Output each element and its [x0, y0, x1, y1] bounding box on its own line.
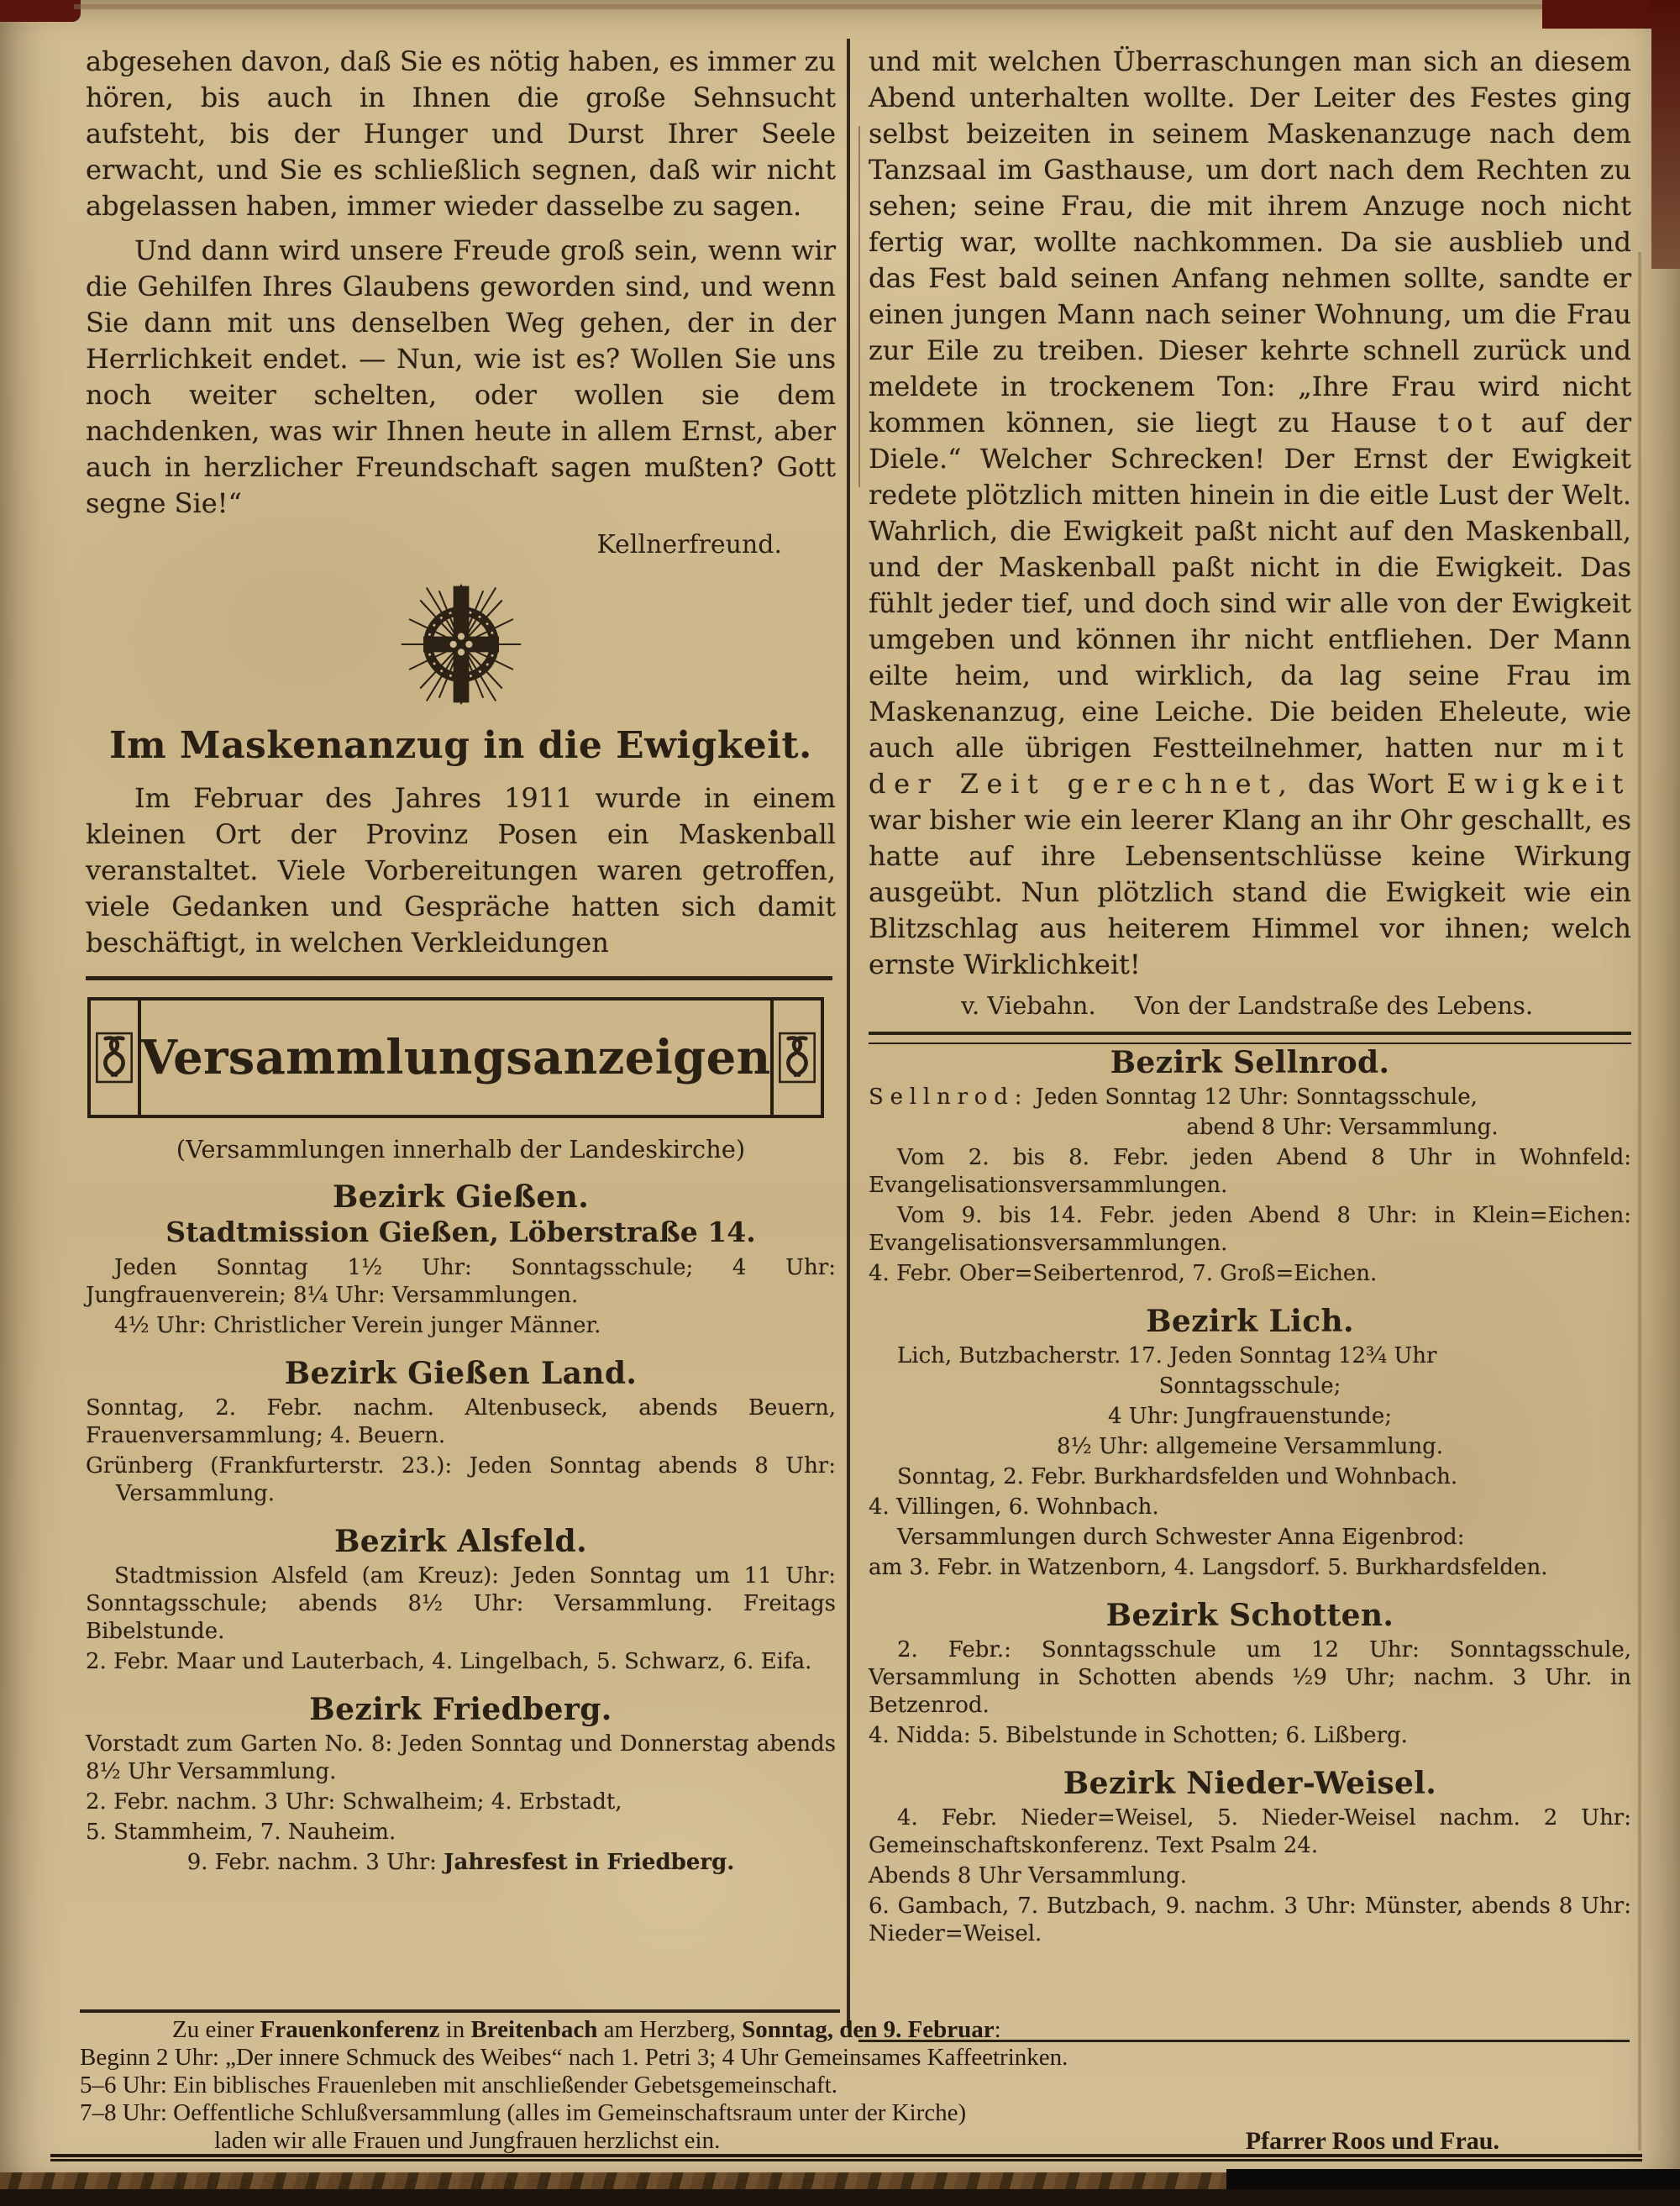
- footer-bold: Breitenbach: [470, 2016, 598, 2043]
- story-emphasis: mit der Zeit gerechnet,: [869, 732, 1631, 800]
- footer-bold: Frauenkonferenz: [260, 2016, 440, 2043]
- column-divider-rule: [847, 39, 850, 2028]
- announcement-line: abend 8 Uhr: Versammlung.: [1186, 1115, 1499, 1140]
- footer-bold: Sonntag, den 9. Februar: [742, 2016, 995, 2043]
- announcement-line: 2. Febr.: Sonntagsschule um 12 Uhr: Sonntagsschule, Versammlung in Schotten abends ½9 Uhr; nachm. 3 Uhr. in Betzenrod.: [869, 1637, 1631, 1718]
- attribution-source: Von der Landstraße des Lebens.: [1134, 991, 1534, 1020]
- footer-text: :: [994, 2016, 1001, 2043]
- attribution: [869, 991, 1631, 1020]
- footer-line: Beginn 2 Uhr: „Der innere Schmuck des Weibes“ nach 1. Petri 3; 4 Uhr Gemeinsames Kaffeetrinken.: [80, 2044, 1068, 2071]
- section-rule-left: [86, 976, 832, 980]
- announcement-line: Lich, Butzbacherstr. 17. Jeden Sonntag 12¾ Uhr: [897, 1343, 1437, 1368]
- paper-fold-line: [1638, 252, 1641, 2151]
- announcement-line: 8½ Uhr: allgemeine Versammlung.: [1056, 1434, 1444, 1459]
- line-text: Jeden Sonntag 12 Uhr: Sonntagsschule,: [1028, 1085, 1478, 1110]
- announcements-subtitle: (Versammlungen innerhalb der Landeskirche): [176, 1135, 746, 1163]
- place-name: Sellnrod:: [869, 1085, 1029, 1110]
- bottom-double-rule: [50, 2154, 1642, 2161]
- announcement-line: Grünberg (Frankfurterstr. 23.): Jeden Sonntag abends 8 Uhr: Versammlung.: [86, 1453, 836, 1506]
- announcement-line: 4. Villingen, 6. Wohnbach.: [869, 1494, 1159, 1520]
- right-column: [869, 44, 1631, 1951]
- article-title: Im Maskenanzug in die Ewigkeit.: [109, 724, 812, 767]
- left-column: [86, 44, 836, 1879]
- announcement-line: Sonntagsschule;: [1158, 1373, 1341, 1399]
- story-text: das Wort: [1294, 768, 1447, 800]
- announcement-line: 2. Febr. Maar und Lauterbach, 4. Lingelbach, 5. Schwarz, 6. Eifa.: [86, 1649, 812, 1674]
- footer-text: laden wir alle Frauen und Jungfrauen herzlichst ein.: [214, 2127, 721, 2154]
- column-divider-rule-2: [858, 126, 860, 487]
- announcement-line: Vom 2. bis 8. Febr. jeden Abend 8 Uhr in Wohnfeld: Evangelisationsversammlungen.: [869, 1145, 1631, 1198]
- announcement-line: Vorstadt zum Garten No. 8: Jeden Sonntag und Donnerstag abends 8½ Uhr Versammlung.: [86, 1731, 836, 1784]
- ornament-cell-right: [770, 1001, 821, 1115]
- photo-edge-right: [1651, 0, 1680, 269]
- paragraph: Und dann wird unsere Freude groß sein, wenn wir die Gehilfen Ihres Glaubens geworden sind, und wenn Sie dann mit uns denselben Weg gehen, der in der Herrlichkeit endet. — Nun, wie ist es? Wollen Sie uns noch weiter schelten, oder wollen sie dem nachdenken, was wir Ihnen heute in allem Ernst, aber auch in herzlicher Freundschaft sagen mußten? Gott segne Sie!“: [86, 234, 836, 519]
- section-heading-giessen-land: Bezirk Gießen Land.: [284, 1356, 638, 1391]
- story-paragraph: [869, 44, 1631, 983]
- announcement-line: 5. Stammheim, 7. Nauheim.: [86, 1820, 396, 1845]
- ornament-left-icon: [95, 1032, 134, 1084]
- announcements-header-box: [87, 997, 824, 1118]
- footer-text: am Herzberg,: [597, 2016, 743, 2043]
- announcement-line: Vom 9. bis 14. Febr. jeden Abend 8 Uhr: in Klein=Eichen: Evangelisationsversammlungen.: [869, 1203, 1631, 1256]
- footer-signature: Pfarrer Roos und Frau.: [1245, 2127, 1499, 2155]
- section-heading-alsfeld: Bezirk Alsfeld.: [334, 1524, 587, 1559]
- story-text: war bisher wie ein leerer Klang an ihr Ohr geschallt, es hatte auf ihre Lebensentschlüsse keine Wirkung ausgeübt. Nun plötzlich stand die Ewigkeit wie ein Blitzschlag aus heiterem Himmel vor ihnen; welch ernste Wirklichkeit!: [869, 804, 1631, 980]
- line-text: 9. Febr. nachm. 3 Uhr:: [186, 1850, 444, 1875]
- announcement-line: Sonntag, 2. Febr. Burkhardsfelden und Wohnbach.: [897, 1464, 1458, 1489]
- footer-line: [80, 2016, 1642, 2044]
- paragraph: abgesehen davon, daß Sie es nötig haben, es immer zu hören, bis auch in Ihnen die große Sehnsucht aufsteht, bis der Hunger und Durst Ihrer Seele erwacht, und Sie es schließlich segnen, daß wir nicht abgelassen haben, immer wieder dasselbe zu sagen.: [86, 45, 836, 222]
- footer-text: Zu einer: [172, 2016, 260, 2043]
- section-heading-giessen: Bezirk Gießen.: [332, 1179, 590, 1215]
- story-text: auf der Diele.“ Welcher Schrecken! Der Ernst der Ewigkeit redete plötzlich mitten hinein in die eitle Lust der Welt. Wahrlich, die Ewigkeit paßt nicht auf den Maskenball, und der Maskenball paßt nicht in die Ewigkeit. Das fühlt jeder tief, und doch sind wir alle von der Ewigkeit umgeben und können ihr nicht entfliehen. Der Mann eilte heim, und wirklich, da lag seine Frau im Maskenanzug, eine Leiche. Die beiden Eheleute, wie auch alle übrigen Festteilnehmer, hatten nur: [869, 407, 1632, 764]
- announcement-line: [869, 1084, 1631, 1111]
- footer-text: in: [439, 2016, 471, 2043]
- announcement-line: 2. Febr. nachm. 3 Uhr: Schwalheim; 4. Erbstadt,: [86, 1789, 622, 1815]
- attribution-author: v. Viebahn.: [961, 991, 1096, 1020]
- article-signature: Kellnerfreund.: [596, 530, 782, 559]
- jahresfest-bold-text: Jahresfest in Friedberg.: [444, 1850, 735, 1875]
- announcement-line: am 3. Febr. in Watzenborn, 4. Langsdorf. 5. Burkhardsfelden.: [869, 1555, 1548, 1580]
- announcement-line: 4. Nidda: 5. Bibelstunde in Schotten; 6. Lißberg.: [869, 1723, 1408, 1748]
- photo-edge-bottom: [0, 2189, 1680, 2206]
- frauenkonferenz-notice: [80, 2016, 1642, 2155]
- section-heading-schotten: Bezirk Schotten.: [1105, 1598, 1394, 1633]
- announcement-line: 4½ Uhr: Christlicher Verein junger Männer.: [114, 1313, 601, 1338]
- section-heading-nieder-weisel: Bezirk Nieder-Weisel.: [1063, 1766, 1437, 1801]
- stadtmission-giessen-subheading: Stadtmission Gießen, Löberstraße 14.: [165, 1216, 756, 1248]
- footer-line: 5–6 Uhr: Ein biblisches Frauenleben mit anschließender Gebetsgemeinschaft.: [80, 2072, 837, 2098]
- footer-rule-left: [80, 2009, 840, 2013]
- ornament-right-icon: [778, 1032, 816, 1084]
- announcement-line: [86, 1849, 836, 1877]
- announcement-line: Versammlungen durch Schwester Anna Eigenbrod:: [897, 1525, 1465, 1550]
- announcement-line: Sonntag, 2. Febr. nachm. Altenbuseck, abends Beuern, Frauenversammlung; 4. Beuern.: [86, 1395, 836, 1448]
- announcement-line: Abends 8 Uhr Versammlung.: [869, 1863, 1188, 1888]
- section-heading-friedberg: Bezirk Friedberg.: [309, 1692, 612, 1727]
- section-heading-sellnrod: Bezirk Sellnrod.: [1110, 1045, 1390, 1080]
- section-heading-lich: Bezirk Lich.: [1146, 1304, 1354, 1339]
- footer-line: [80, 2127, 1642, 2155]
- story-text: und mit welchen Überraschungen man sich an diesem Abend unterhalten wollte. Der Leiter des Festes ging selbst beizeiten in seinem Maskenanzuge nach dem Tanzsaal im Gasthause, um dort nach dem Rechten zu sehen; seine Frau, die mit ihrem Anzuge noch nicht fertig war, wollte nachkommen. Da sie ausblieb und das Fest bald seinen Anfang nehmen sollte, sandte er einen jungen Mann nach seiner Wohnung, um die Frau zur Eile zu treiben. Dieser kehrte schnell zurück und meldete in trockenem Ton: „Ihre Frau wird nicht kommen können, sie liegt zu Hause: [869, 45, 1631, 439]
- sunburst-cross-icon: [365, 581, 558, 707]
- announcement-line: 6. Gambach, 7. Butzbach, 9. nachm. 3 Uhr: Münster, abends 8 Uhr: Nieder=Weisel.: [869, 1893, 1631, 1946]
- announcement-line: 4 Uhr: Jungfrauenstunde;: [1108, 1404, 1392, 1429]
- cross-ornament-wrap: [86, 581, 836, 711]
- section-rule-right: [869, 1032, 1631, 1044]
- announcements-title: Versammlungsanzeigen: [140, 1030, 771, 1085]
- announcements-right: [869, 1045, 1631, 1948]
- photo-edge-top: [74, 4, 1546, 9]
- photo-edge-top-left: [0, 0, 81, 22]
- announcements-left: [86, 1179, 836, 1877]
- ornament-cell-left: [91, 1001, 141, 1115]
- announcement-line: Stadtmission Alsfeld (am Kreuz): Jeden Sonntag um 11 Uhr: Sonntagsschule; abends 8½ Uhr: Versammlung. Freitags Bibelstunde.: [86, 1563, 836, 1644]
- announcement-line: 4. Febr. Ober=Seibertenrod, 7. Groß=Eichen.: [869, 1261, 1378, 1286]
- footer-line: 7–8 Uhr: Oeffentliche Schlußversammlung (alles im Gemeinschaftsraum unter der Kirche): [80, 2099, 967, 2126]
- story-emphasis: tot: [1437, 407, 1500, 439]
- announcement-line: Jeden Sonntag 1½ Uhr: Sonntagsschule; 4 Uhr: Jungfrauenverein; 8¼ Uhr: Versammlungen.: [86, 1255, 836, 1308]
- article-paragraph: Im Februar des Jahres 1911 wurde in einem kleinen Ort der Provinz Posen ein Maskenball veranstaltet. Viele Vorbereitungen waren getroffen, viele Gedanken und Gespräche hatten sich damit beschäftigt, in welchen Verkleidungen: [86, 782, 836, 959]
- announcement-line: 4. Febr. Nieder=Weisel, 5. Nieder-Weisel nachm. 2 Uhr: Gemeinschaftskonferenz. Text Psalm 24.: [869, 1805, 1631, 1858]
- story-emphasis: Ewigkeit: [1446, 768, 1631, 800]
